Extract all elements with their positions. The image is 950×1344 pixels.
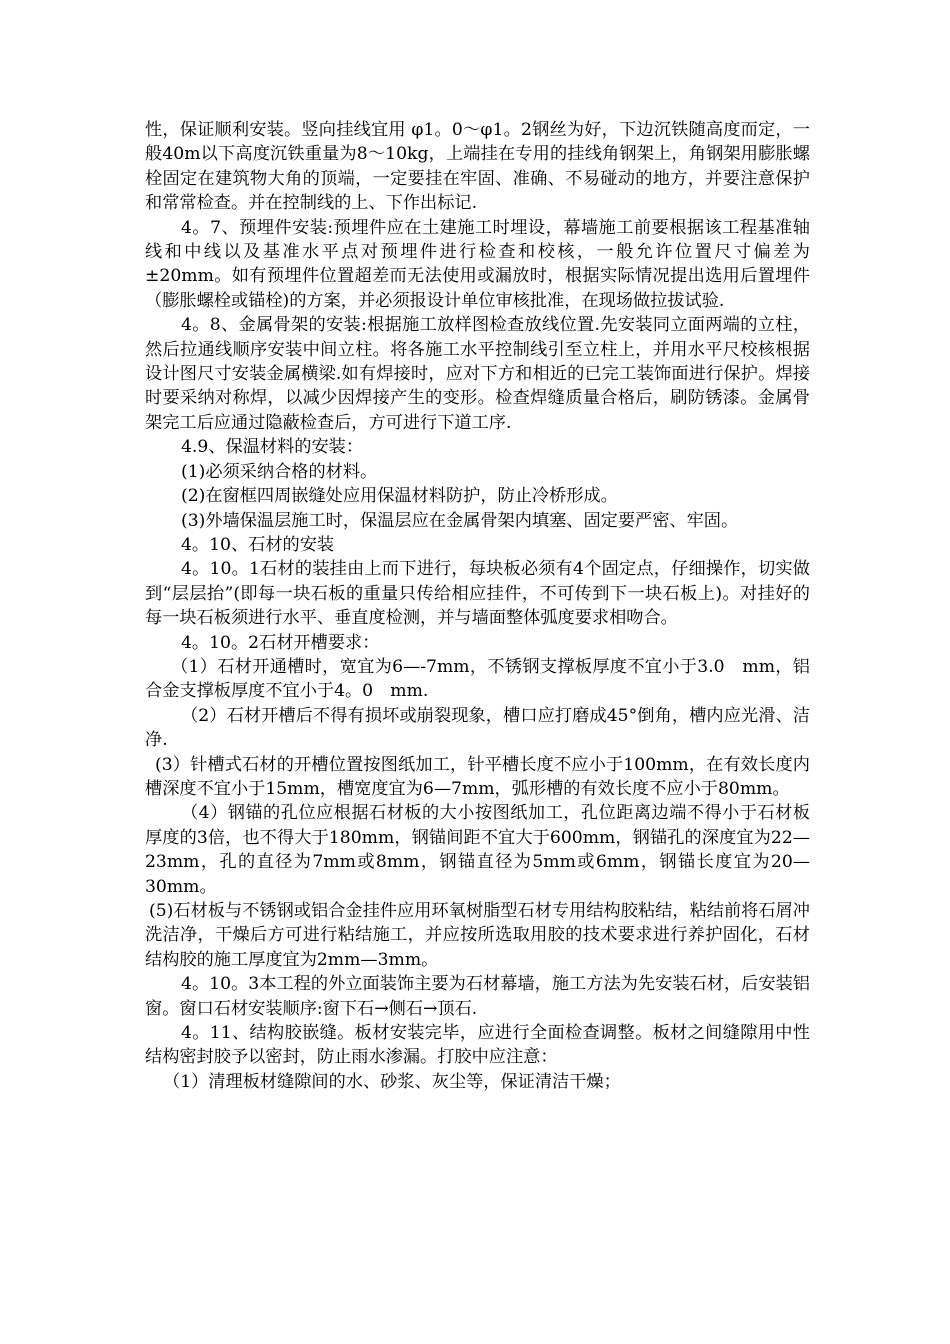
paragraph-4-11-sealant: 4。11、结构胶嵌缝。板材安装完毕，应进行全面检查调整。板材之间缝隙用中性结构密封胶予以密封，防止雨水渗漏。打胶中应注意： bbox=[145, 1023, 810, 1068]
list-item-slotting-2: （2）石材开槽后不得有损坏或崩裂现象，槽口应打磨成45°倒角，槽内应光滑、洁净. bbox=[145, 705, 810, 751]
list-item-slotting-1: （1）石材开通槽时，宽宜为6—-7mm，不锈钢支撑板厚度不宜小于3.0 mm，铝合金支撑板厚度不宜小于4。0 mm. bbox=[145, 656, 810, 702]
paragraph-4-8-metal-frame: 4。8、金属骨架的安装:根据施工放样图检查放线位置.先安装同立面两端的立柱，然后拉通线顺序安装中间立柱。将各施工水平控制线引至立柱上，并用水平尺校核根据设计图尺寸安装金属横梁.如有焊接时，应对下方和相近的已完工装饰面进行保护。焊接时要采纳对称焊，以减少因焊接产生的变形。检查焊缝质量合格后，刷防锈漆。金属骨架完工后应通过隐蔽检查后，方可进行下道工序. bbox=[145, 315, 810, 433]
document-page bbox=[145, 118, 810, 1094]
list-item-insulation-2: (2)在窗框四周嵌缝处应用保温材料防护，防止冷桥形成。 bbox=[181, 486, 618, 507]
list-item-insulation-1: (1)必须采纳合格的材料。 bbox=[181, 461, 378, 482]
list-item-insulation-3: (3)外墙保温层施工时，保温层应在金属骨架内填塞、固定要严密、牢固。 bbox=[181, 510, 739, 531]
paragraph-4-10-3-facade: 4。10。3本工程的外立面装饰主要为石材幕墙，施工方法为先安装石材，后安装铝窗。窗口石材安装顺序:窗下石→侧石→顶石. bbox=[145, 974, 810, 1019]
paragraph-4-10-1-stone-hanging: 4。10。1石材的装挂由上而下进行，每块板必须有4个固定点，仔细操作，切实做到“层层抬”(即每一块石板的重量只传给相应挂件，不可传到下一块石板上)。对挂好的每一块石板须进行水平、垂直度检测，并与墙面整体弧度要求相吻合。 bbox=[145, 559, 810, 629]
list-item-slotting-3: (3）针槽式石材的开槽位置按图纸加工，针平槽长度不应小于100mm，在有效长度内槽深度不宜小于15mm，槽宽度宜为6—7mm，弧形槽的有效长度不应小于80mm。 bbox=[145, 754, 810, 799]
heading-4-9-insulation: 4.9、保温材料的安装： bbox=[181, 437, 364, 458]
paragraph-4-7-embedded-parts: 4。7、预埋件安装:预埋件应在土建施工时埋设，幕墙施工前要根据该工程基准轴线和中线以及基准水平点对预埋件进行检查和校核，一般允许位置尺寸偏差为±20mm。如有预埋件位置超差而无法使用或漏放时，根据实际情况提出选用后置埋件（膨胀螺栓或锚栓)的方案，并必须报设计单位审核批准，在现场做拉拔试验. bbox=[145, 217, 810, 311]
list-item-slotting-5: (5)石材板与不锈钢或铝合金挂件应用环氧树脂型石材专用结构胶粘结，粘结前将石屑冲洗洁净，干燥后方可进行粘结施工，并应按所选取用胶的技术要求进行养护固化，石材结构胶的施工厚度宜为2mm—3mm。 bbox=[145, 901, 810, 970]
heading-4-10-2-slotting: 4。10。2石材开槽要求： bbox=[181, 632, 380, 653]
list-item-sealant-1: （1）清理板材缝隙间的水、砂浆、灰尘等，保证清洁干燥； bbox=[163, 1071, 621, 1092]
heading-4-10-stone: 4。10、石材的安装 bbox=[181, 534, 335, 555]
paragraph-hanging-line-intro: 性，保证顺利安装。竖向挂线宜用 φ1。0～φ1。2钢丝为好，下边沉铁随高度而定，一般40m以下高度沉铁重量为8～10kg，上端挂在专用的挂线角钢架上，角钢架用膨胀螺栓固定在建筑物大角的顶端，一定要挂在牢固、准确、不易碰动的地方，并要注意保护和常常检查。并在控制线的上、下作出标记. bbox=[145, 120, 810, 214]
list-item-slotting-4: （4）钢锚的孔位应根据石材板的大小按图纸加工，孔位距离边端不得小于石材板厚度的3倍，也不得大于180mm，钢锚间距不宜大于600mm，钢锚孔的深度宜为22—23mm，孔的直径为7mm或8mm，钢锚直径为5mm或6mm，钢锚长度宜为20—30mm。 bbox=[145, 803, 810, 897]
